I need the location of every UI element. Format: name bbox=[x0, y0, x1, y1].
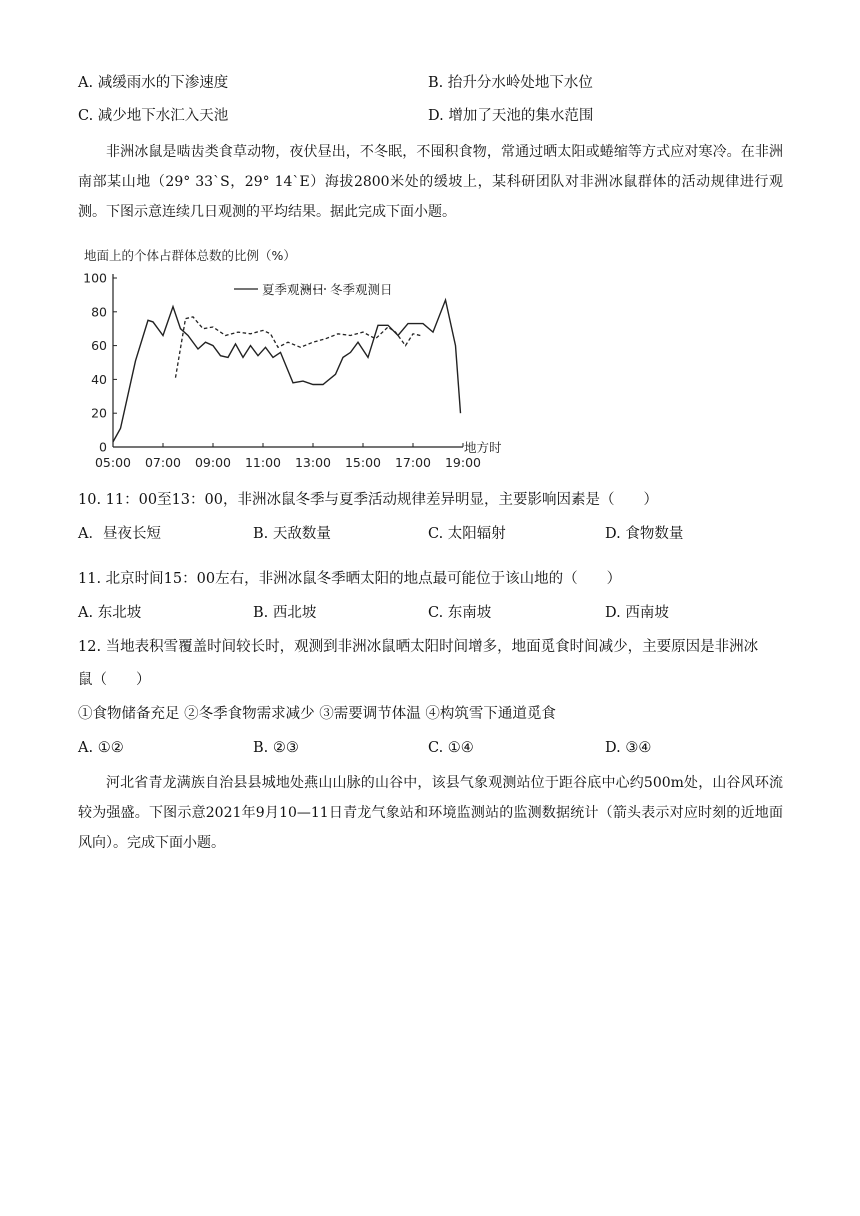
x-tick-label: 05:00 bbox=[94, 455, 132, 470]
q9-option-d[interactable]: D. 增加了天池的集水范围 bbox=[428, 108, 594, 124]
chart-legend bbox=[234, 282, 393, 297]
x-axis-label: 地方时 bbox=[464, 440, 502, 455]
q12-option-d[interactable]: D. ③④ bbox=[605, 740, 652, 756]
q10-option-c[interactable]: C. 太阳辐射 bbox=[428, 526, 506, 542]
q12-option-c[interactable]: C. ①④ bbox=[428, 740, 474, 756]
y-tick-label: 0 bbox=[99, 439, 107, 455]
activity-line-chart bbox=[70, 240, 520, 480]
q11-option-a[interactable]: A. 东北坡 bbox=[78, 605, 142, 621]
q12-stem-line2: 鼠（ ） bbox=[78, 672, 151, 688]
q11-stem: 11. 北京时间15：00左右，非洲冰鼠冬季晒太阳的地点最可能位于该山地的（ ） bbox=[78, 571, 622, 587]
q10-option-d[interactable]: D. 食物数量 bbox=[605, 526, 684, 542]
q10-option-a[interactable]: A．昼夜长短 bbox=[78, 526, 161, 542]
intro-paragraph-valley-wind: 河北省青龙满族自治县县城地处燕山山脉的山谷中，该县气象观测站位于距谷底中心约500m处，山谷风环流较为强盛。下图示意2021年9月10—11日青龙气象站和环境监测站的监测数据统计（箭头表示对应时刻的近地面风向）。完成下面小题。 bbox=[78, 775, 783, 851]
q12-option-b[interactable]: B. ②③ bbox=[253, 740, 299, 756]
q9-option-b[interactable]: B. 抬升分水岭处地下水位 bbox=[428, 75, 593, 91]
q11-option-b[interactable]: B. 西北坡 bbox=[253, 605, 317, 621]
chart-axes bbox=[113, 274, 463, 447]
series-line-winter bbox=[176, 317, 421, 378]
q11-option-c[interactable]: C. 东南坡 bbox=[428, 605, 492, 621]
x-tick-label: 09:00 bbox=[194, 455, 232, 470]
x-tick-label: 11:00 bbox=[244, 455, 282, 470]
y-axis-label: 地面上的个体占群体总数的比例（%） bbox=[84, 248, 296, 263]
x-tick-label: 17:00 bbox=[394, 455, 432, 470]
legend-summary-label: 夏季观测日 bbox=[262, 282, 325, 297]
q11-option-d[interactable]: D. 西南坡 bbox=[605, 605, 669, 621]
x-tick-label: 15:00 bbox=[344, 455, 382, 470]
y-tick-label: 40 bbox=[91, 371, 107, 387]
q12-choices: ①食物储备充足 ②冬季食物需求减少 ③需要调节体温 ④构筑雪下通道觅食 bbox=[78, 706, 556, 722]
q12-stem-line1: 12. 当地表积雪覆盖时间较长时，观测到非洲冰鼠晒太阳时间增多，地面觅食时间减少，主要原因是非洲冰 bbox=[78, 639, 759, 655]
x-tick-label: 13:00 bbox=[294, 455, 332, 470]
q10-option-b[interactable]: B. 天敌数量 bbox=[253, 526, 331, 542]
y-tick-label: 100 bbox=[83, 270, 107, 286]
y-tick-label: 60 bbox=[91, 338, 107, 354]
x-tick-label: 19:00 bbox=[444, 455, 482, 470]
y-tick-label: 20 bbox=[91, 405, 107, 421]
q10-stem: 10. 11：00至13：00，非洲冰鼠冬季与夏季活动规律差异明显，主要影响因素是（ ） bbox=[78, 492, 658, 508]
y-tick-labels bbox=[83, 271, 117, 455]
intro-paragraph-ice-rat: 非洲冰鼠是啮齿类食草动物，夜伏昼出，不冬眠，不囤积食物，常通过晒太阳或蜷缩等方式应对寒冷。在非洲南部某山地（29° 33`S，29° 14`E）海拔2800米处的缓坡上，某科研团队对非洲冰鼠群体的活动规律进行观测。下图示意连续几日观测的平均结果。据此完成下面小题。 bbox=[78, 144, 783, 220]
q12-option-a[interactable]: A. ①② bbox=[78, 740, 124, 756]
legend-winter-label: 冬季观测日 bbox=[330, 282, 393, 297]
series-line-summer bbox=[113, 300, 461, 442]
y-tick-label: 80 bbox=[91, 304, 107, 320]
q9-option-a[interactable]: A. 减缓雨水的下渗速度 bbox=[78, 75, 229, 91]
x-tick-label: 07:00 bbox=[144, 455, 182, 470]
q9-option-c[interactable]: C. 减少地下水汇入天池 bbox=[78, 108, 229, 124]
